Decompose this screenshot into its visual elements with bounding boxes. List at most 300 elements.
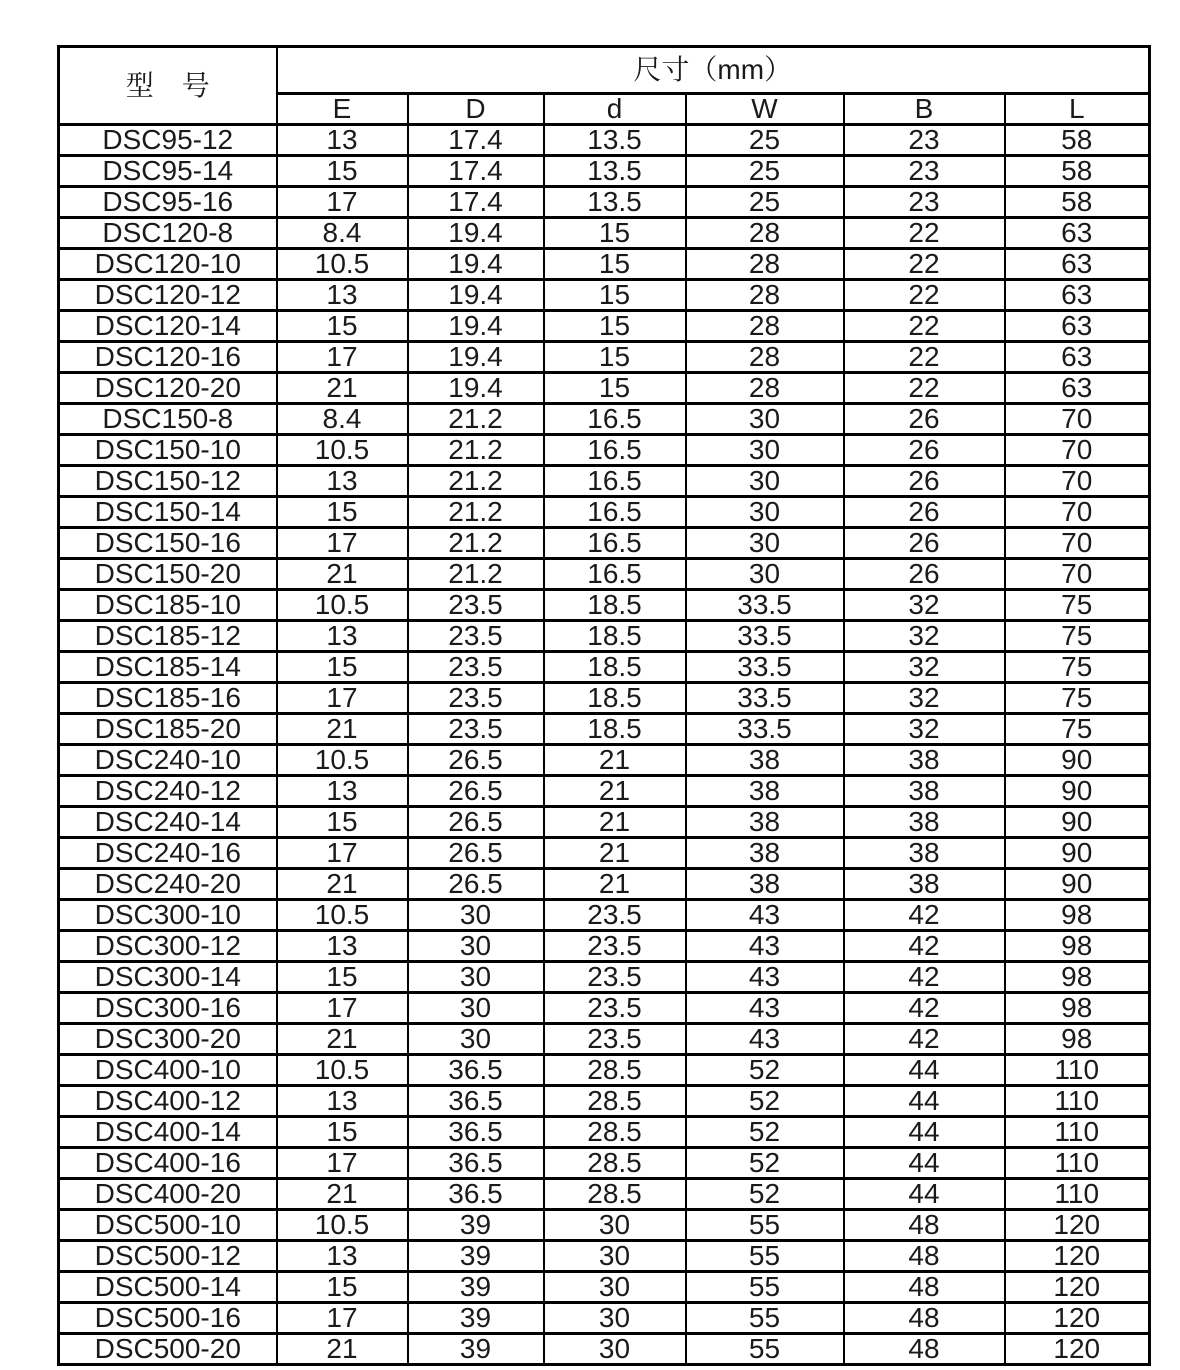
value-cell-B: 38 xyxy=(844,776,1005,807)
value-cell-W: 38 xyxy=(686,745,844,776)
value-cell-B: 32 xyxy=(844,590,1005,621)
value-cell-D: 30 xyxy=(408,1024,544,1055)
value-cell-D: 21.2 xyxy=(408,435,544,466)
value-cell-L: 98 xyxy=(1005,900,1150,931)
value-cell-B: 26 xyxy=(844,497,1005,528)
value-cell-D: 39 xyxy=(408,1241,544,1272)
value-cell-d: 28.5 xyxy=(544,1179,686,1210)
table-row xyxy=(59,218,1150,249)
table-row xyxy=(59,373,1150,404)
value-cell-E: 21 xyxy=(277,1334,408,1365)
value-cell-B: 38 xyxy=(844,807,1005,838)
model-cell: DSC150-12 xyxy=(59,466,277,497)
value-cell-L: 63 xyxy=(1005,280,1150,311)
value-cell-B: 22 xyxy=(844,280,1005,311)
value-cell-D: 30 xyxy=(408,900,544,931)
value-cell-W: 52 xyxy=(686,1055,844,1086)
value-cell-L: 70 xyxy=(1005,559,1150,590)
model-cell: DSC120-20 xyxy=(59,373,277,404)
value-cell-E: 13 xyxy=(277,280,408,311)
value-cell-D: 36.5 xyxy=(408,1086,544,1117)
value-cell-W: 30 xyxy=(686,466,844,497)
value-cell-W: 55 xyxy=(686,1334,844,1365)
value-cell-E: 21 xyxy=(277,1179,408,1210)
value-cell-D: 30 xyxy=(408,931,544,962)
value-cell-d: 15 xyxy=(544,342,686,373)
value-cell-L: 110 xyxy=(1005,1086,1150,1117)
value-cell-L: 98 xyxy=(1005,993,1150,1024)
value-cell-W: 25 xyxy=(686,156,844,187)
value-cell-L: 75 xyxy=(1005,590,1150,621)
value-cell-D: 19.4 xyxy=(408,373,544,404)
value-cell-E: 13 xyxy=(277,776,408,807)
value-cell-d: 13.5 xyxy=(544,156,686,187)
value-cell-d: 23.5 xyxy=(544,1024,686,1055)
model-cell: DSC185-12 xyxy=(59,621,277,652)
value-cell-B: 44 xyxy=(844,1117,1005,1148)
value-cell-D: 17.4 xyxy=(408,187,544,218)
value-cell-B: 38 xyxy=(844,838,1005,869)
value-cell-W: 30 xyxy=(686,528,844,559)
table-row xyxy=(59,187,1150,218)
value-cell-L: 90 xyxy=(1005,838,1150,869)
value-cell-d: 15 xyxy=(544,311,686,342)
value-cell-W: 52 xyxy=(686,1179,844,1210)
value-cell-E: 13 xyxy=(277,125,408,156)
value-cell-E: 21 xyxy=(277,714,408,745)
model-cell: DSC120-8 xyxy=(59,218,277,249)
value-cell-D: 26.5 xyxy=(408,869,544,900)
group-header-row xyxy=(59,47,1150,94)
value-cell-D: 17.4 xyxy=(408,156,544,187)
model-cell: DSC500-12 xyxy=(59,1241,277,1272)
value-cell-B: 32 xyxy=(844,652,1005,683)
value-cell-E: 15 xyxy=(277,156,408,187)
value-cell-E: 15 xyxy=(277,1272,408,1303)
value-cell-B: 44 xyxy=(844,1086,1005,1117)
value-cell-D: 23.5 xyxy=(408,652,544,683)
value-cell-B: 26 xyxy=(844,435,1005,466)
table-row xyxy=(59,745,1150,776)
value-cell-L: 120 xyxy=(1005,1334,1150,1365)
value-cell-E: 17 xyxy=(277,342,408,373)
model-cell: DSC240-20 xyxy=(59,869,277,900)
value-cell-L: 75 xyxy=(1005,714,1150,745)
value-cell-W: 30 xyxy=(686,404,844,435)
value-cell-W: 43 xyxy=(686,931,844,962)
value-cell-L: 58 xyxy=(1005,125,1150,156)
value-cell-B: 44 xyxy=(844,1148,1005,1179)
value-cell-E: 10.5 xyxy=(277,900,408,931)
model-cell: DSC185-16 xyxy=(59,683,277,714)
value-cell-L: 70 xyxy=(1005,404,1150,435)
value-cell-E: 15 xyxy=(277,962,408,993)
model-cell: DSC120-12 xyxy=(59,280,277,311)
value-cell-B: 26 xyxy=(844,528,1005,559)
value-cell-E: 13 xyxy=(277,621,408,652)
model-cell: DSC500-10 xyxy=(59,1210,277,1241)
table-row xyxy=(59,1086,1150,1117)
value-cell-B: 22 xyxy=(844,249,1005,280)
value-cell-E: 17 xyxy=(277,1148,408,1179)
value-cell-L: 63 xyxy=(1005,373,1150,404)
value-cell-d: 15 xyxy=(544,249,686,280)
value-cell-B: 32 xyxy=(844,621,1005,652)
value-cell-d: 13.5 xyxy=(544,125,686,156)
value-cell-E: 10.5 xyxy=(277,1055,408,1086)
value-cell-D: 21.2 xyxy=(408,466,544,497)
value-cell-L: 63 xyxy=(1005,311,1150,342)
value-cell-W: 28 xyxy=(686,342,844,373)
model-cell: DSC150-10 xyxy=(59,435,277,466)
value-cell-D: 23.5 xyxy=(408,590,544,621)
model-cell: DSC240-12 xyxy=(59,776,277,807)
value-cell-E: 17 xyxy=(277,683,408,714)
value-cell-D: 23.5 xyxy=(408,621,544,652)
value-cell-E: 10.5 xyxy=(277,249,408,280)
value-cell-W: 30 xyxy=(686,559,844,590)
value-cell-L: 120 xyxy=(1005,1272,1150,1303)
value-cell-B: 42 xyxy=(844,900,1005,931)
value-cell-B: 48 xyxy=(844,1334,1005,1365)
table-row xyxy=(59,1334,1150,1365)
value-cell-D: 36.5 xyxy=(408,1055,544,1086)
value-cell-L: 63 xyxy=(1005,342,1150,373)
table-row xyxy=(59,776,1150,807)
value-cell-E: 10.5 xyxy=(277,590,408,621)
table-row xyxy=(59,435,1150,466)
table-row xyxy=(59,869,1150,900)
table-row xyxy=(59,342,1150,373)
value-cell-L: 90 xyxy=(1005,869,1150,900)
value-cell-L: 70 xyxy=(1005,497,1150,528)
model-cell: DSC185-20 xyxy=(59,714,277,745)
value-cell-L: 98 xyxy=(1005,962,1150,993)
value-cell-W: 43 xyxy=(686,962,844,993)
value-cell-d: 16.5 xyxy=(544,559,686,590)
model-cell: DSC300-10 xyxy=(59,900,277,931)
value-cell-d: 23.5 xyxy=(544,993,686,1024)
value-cell-d: 16.5 xyxy=(544,466,686,497)
value-cell-E: 8.4 xyxy=(277,218,408,249)
table-row xyxy=(59,125,1150,156)
value-cell-E: 8.4 xyxy=(277,404,408,435)
model-cell: DSC120-14 xyxy=(59,311,277,342)
value-cell-D: 21.2 xyxy=(408,404,544,435)
value-cell-W: 43 xyxy=(686,900,844,931)
value-cell-d: 21 xyxy=(544,838,686,869)
table-row xyxy=(59,280,1150,311)
value-cell-E: 21 xyxy=(277,1024,408,1055)
model-cell: DSC500-20 xyxy=(59,1334,277,1365)
value-cell-d: 30 xyxy=(544,1272,686,1303)
table-row xyxy=(59,1148,1150,1179)
table-row xyxy=(59,621,1150,652)
value-cell-D: 39 xyxy=(408,1272,544,1303)
value-cell-B: 38 xyxy=(844,745,1005,776)
value-cell-E: 13 xyxy=(277,1086,408,1117)
value-cell-E: 15 xyxy=(277,652,408,683)
model-cell: DSC150-20 xyxy=(59,559,277,590)
value-cell-B: 48 xyxy=(844,1272,1005,1303)
value-cell-L: 110 xyxy=(1005,1148,1150,1179)
value-cell-W: 28 xyxy=(686,249,844,280)
value-cell-B: 23 xyxy=(844,125,1005,156)
value-cell-d: 28.5 xyxy=(544,1055,686,1086)
value-cell-L: 58 xyxy=(1005,187,1150,218)
value-cell-d: 18.5 xyxy=(544,590,686,621)
value-cell-B: 23 xyxy=(844,156,1005,187)
value-cell-d: 23.5 xyxy=(544,931,686,962)
value-cell-W: 43 xyxy=(686,1024,844,1055)
value-cell-D: 23.5 xyxy=(408,714,544,745)
value-cell-d: 30 xyxy=(544,1210,686,1241)
table-row xyxy=(59,1241,1150,1272)
value-cell-L: 63 xyxy=(1005,249,1150,280)
table-row xyxy=(59,1117,1150,1148)
value-cell-D: 26.5 xyxy=(408,745,544,776)
value-cell-W: 52 xyxy=(686,1086,844,1117)
value-cell-d: 18.5 xyxy=(544,621,686,652)
value-cell-D: 19.4 xyxy=(408,311,544,342)
value-cell-E: 17 xyxy=(277,528,408,559)
value-cell-E: 15 xyxy=(277,497,408,528)
value-cell-L: 70 xyxy=(1005,466,1150,497)
value-cell-L: 98 xyxy=(1005,1024,1150,1055)
value-cell-E: 10.5 xyxy=(277,435,408,466)
table-row xyxy=(59,1272,1150,1303)
value-cell-B: 32 xyxy=(844,714,1005,745)
table-row xyxy=(59,249,1150,280)
dimension-spec-table xyxy=(57,45,1151,1366)
model-cell: DSC185-14 xyxy=(59,652,277,683)
value-cell-B: 42 xyxy=(844,962,1005,993)
model-cell: DSC120-16 xyxy=(59,342,277,373)
value-cell-L: 120 xyxy=(1005,1210,1150,1241)
model-cell: DSC300-20 xyxy=(59,1024,277,1055)
value-cell-E: 15 xyxy=(277,807,408,838)
value-cell-B: 42 xyxy=(844,931,1005,962)
value-cell-D: 26.5 xyxy=(408,807,544,838)
value-cell-B: 22 xyxy=(844,311,1005,342)
value-cell-d: 15 xyxy=(544,373,686,404)
model-cell: DSC95-14 xyxy=(59,156,277,187)
column-header-D: D xyxy=(408,94,544,125)
value-cell-D: 21.2 xyxy=(408,559,544,590)
model-cell: DSC240-10 xyxy=(59,745,277,776)
model-cell: DSC400-10 xyxy=(59,1055,277,1086)
value-cell-E: 17 xyxy=(277,187,408,218)
table-row xyxy=(59,931,1150,962)
column-header-B: B xyxy=(844,94,1005,125)
value-cell-D: 36.5 xyxy=(408,1179,544,1210)
value-cell-W: 25 xyxy=(686,125,844,156)
value-cell-d: 18.5 xyxy=(544,683,686,714)
value-cell-d: 28.5 xyxy=(544,1117,686,1148)
table-row xyxy=(59,311,1150,342)
model-cell: DSC300-16 xyxy=(59,993,277,1024)
model-cell: DSC95-12 xyxy=(59,125,277,156)
column-header-E: E xyxy=(277,94,408,125)
value-cell-B: 26 xyxy=(844,466,1005,497)
value-cell-D: 39 xyxy=(408,1210,544,1241)
value-cell-B: 48 xyxy=(844,1303,1005,1334)
table-row xyxy=(59,528,1150,559)
value-cell-d: 21 xyxy=(544,869,686,900)
value-cell-W: 52 xyxy=(686,1117,844,1148)
model-cell: DSC500-16 xyxy=(59,1303,277,1334)
value-cell-B: 22 xyxy=(844,218,1005,249)
value-cell-E: 15 xyxy=(277,1117,408,1148)
value-cell-L: 90 xyxy=(1005,776,1150,807)
value-cell-L: 90 xyxy=(1005,745,1150,776)
value-cell-W: 33.5 xyxy=(686,621,844,652)
value-cell-d: 21 xyxy=(544,776,686,807)
value-cell-L: 70 xyxy=(1005,435,1150,466)
model-cell: DSC300-12 xyxy=(59,931,277,962)
value-cell-B: 26 xyxy=(844,404,1005,435)
value-cell-B: 22 xyxy=(844,373,1005,404)
value-cell-E: 13 xyxy=(277,931,408,962)
value-cell-W: 55 xyxy=(686,1272,844,1303)
value-cell-d: 15 xyxy=(544,218,686,249)
value-cell-W: 28 xyxy=(686,280,844,311)
value-cell-W: 30 xyxy=(686,497,844,528)
table-row xyxy=(59,714,1150,745)
value-cell-W: 38 xyxy=(686,869,844,900)
value-cell-W: 28 xyxy=(686,311,844,342)
table-row xyxy=(59,1024,1150,1055)
value-cell-D: 26.5 xyxy=(408,838,544,869)
value-cell-d: 21 xyxy=(544,807,686,838)
value-cell-L: 75 xyxy=(1005,652,1150,683)
model-cell: DSC400-14 xyxy=(59,1117,277,1148)
size-group-header: 尺寸（mm） xyxy=(277,47,1150,94)
table-row xyxy=(59,1303,1150,1334)
value-cell-B: 22 xyxy=(844,342,1005,373)
value-cell-d: 16.5 xyxy=(544,404,686,435)
value-cell-L: 110 xyxy=(1005,1179,1150,1210)
table-row xyxy=(59,1055,1150,1086)
table-row xyxy=(59,838,1150,869)
value-cell-D: 17.4 xyxy=(408,125,544,156)
value-cell-L: 75 xyxy=(1005,683,1150,714)
table-row xyxy=(59,559,1150,590)
value-cell-B: 44 xyxy=(844,1055,1005,1086)
value-cell-E: 21 xyxy=(277,373,408,404)
value-cell-D: 21.2 xyxy=(408,497,544,528)
value-cell-E: 17 xyxy=(277,838,408,869)
value-cell-d: 30 xyxy=(544,1334,686,1365)
value-cell-L: 98 xyxy=(1005,931,1150,962)
model-cell: DSC185-10 xyxy=(59,590,277,621)
model-cell: DSC150-14 xyxy=(59,497,277,528)
value-cell-B: 42 xyxy=(844,1024,1005,1055)
value-cell-E: 17 xyxy=(277,993,408,1024)
value-cell-B: 48 xyxy=(844,1241,1005,1272)
value-cell-B: 38 xyxy=(844,869,1005,900)
value-cell-L: 90 xyxy=(1005,807,1150,838)
value-cell-D: 30 xyxy=(408,962,544,993)
table-row xyxy=(59,993,1150,1024)
value-cell-d: 28.5 xyxy=(544,1086,686,1117)
value-cell-B: 48 xyxy=(844,1210,1005,1241)
value-cell-d: 16.5 xyxy=(544,497,686,528)
value-cell-D: 19.4 xyxy=(408,342,544,373)
value-cell-D: 19.4 xyxy=(408,280,544,311)
table-row xyxy=(59,1179,1150,1210)
value-cell-W: 55 xyxy=(686,1210,844,1241)
value-cell-B: 44 xyxy=(844,1179,1005,1210)
table-row xyxy=(59,156,1150,187)
value-cell-D: 19.4 xyxy=(408,249,544,280)
model-column-header: 型 号 xyxy=(59,47,277,125)
value-cell-d: 18.5 xyxy=(544,714,686,745)
value-cell-d: 28.5 xyxy=(544,1148,686,1179)
table-row xyxy=(59,683,1150,714)
value-cell-W: 43 xyxy=(686,993,844,1024)
value-cell-W: 38 xyxy=(686,838,844,869)
value-cell-d: 30 xyxy=(544,1303,686,1334)
value-cell-d: 16.5 xyxy=(544,528,686,559)
value-cell-D: 39 xyxy=(408,1334,544,1365)
table-row xyxy=(59,807,1150,838)
value-cell-W: 33.5 xyxy=(686,714,844,745)
value-cell-B: 26 xyxy=(844,559,1005,590)
value-cell-d: 16.5 xyxy=(544,435,686,466)
value-cell-W: 33.5 xyxy=(686,590,844,621)
value-cell-d: 30 xyxy=(544,1241,686,1272)
model-cell: DSC400-16 xyxy=(59,1148,277,1179)
value-cell-d: 23.5 xyxy=(544,900,686,931)
value-cell-W: 33.5 xyxy=(686,683,844,714)
table-row xyxy=(59,962,1150,993)
value-cell-E: 17 xyxy=(277,1303,408,1334)
value-cell-L: 110 xyxy=(1005,1055,1150,1086)
model-cell: DSC120-10 xyxy=(59,249,277,280)
value-cell-W: 28 xyxy=(686,218,844,249)
value-cell-B: 42 xyxy=(844,993,1005,1024)
value-cell-L: 120 xyxy=(1005,1303,1150,1334)
value-cell-d: 23.5 xyxy=(544,962,686,993)
model-cell: DSC150-16 xyxy=(59,528,277,559)
value-cell-D: 21.2 xyxy=(408,528,544,559)
table-row xyxy=(59,652,1150,683)
value-cell-E: 15 xyxy=(277,311,408,342)
value-cell-W: 33.5 xyxy=(686,652,844,683)
value-cell-L: 110 xyxy=(1005,1117,1150,1148)
model-cell: DSC300-14 xyxy=(59,962,277,993)
value-cell-L: 120 xyxy=(1005,1241,1150,1272)
value-cell-W: 52 xyxy=(686,1148,844,1179)
value-cell-L: 63 xyxy=(1005,218,1150,249)
value-cell-L: 58 xyxy=(1005,156,1150,187)
value-cell-d: 13.5 xyxy=(544,187,686,218)
model-cell: DSC500-14 xyxy=(59,1272,277,1303)
model-cell: DSC150-8 xyxy=(59,404,277,435)
value-cell-B: 32 xyxy=(844,683,1005,714)
value-cell-D: 19.4 xyxy=(408,218,544,249)
value-cell-D: 36.5 xyxy=(408,1148,544,1179)
table-row xyxy=(59,497,1150,528)
value-cell-W: 30 xyxy=(686,435,844,466)
value-cell-E: 21 xyxy=(277,869,408,900)
value-cell-D: 30 xyxy=(408,993,544,1024)
value-cell-d: 21 xyxy=(544,745,686,776)
value-cell-E: 13 xyxy=(277,466,408,497)
value-cell-D: 39 xyxy=(408,1303,544,1334)
column-header-d: d xyxy=(544,94,686,125)
